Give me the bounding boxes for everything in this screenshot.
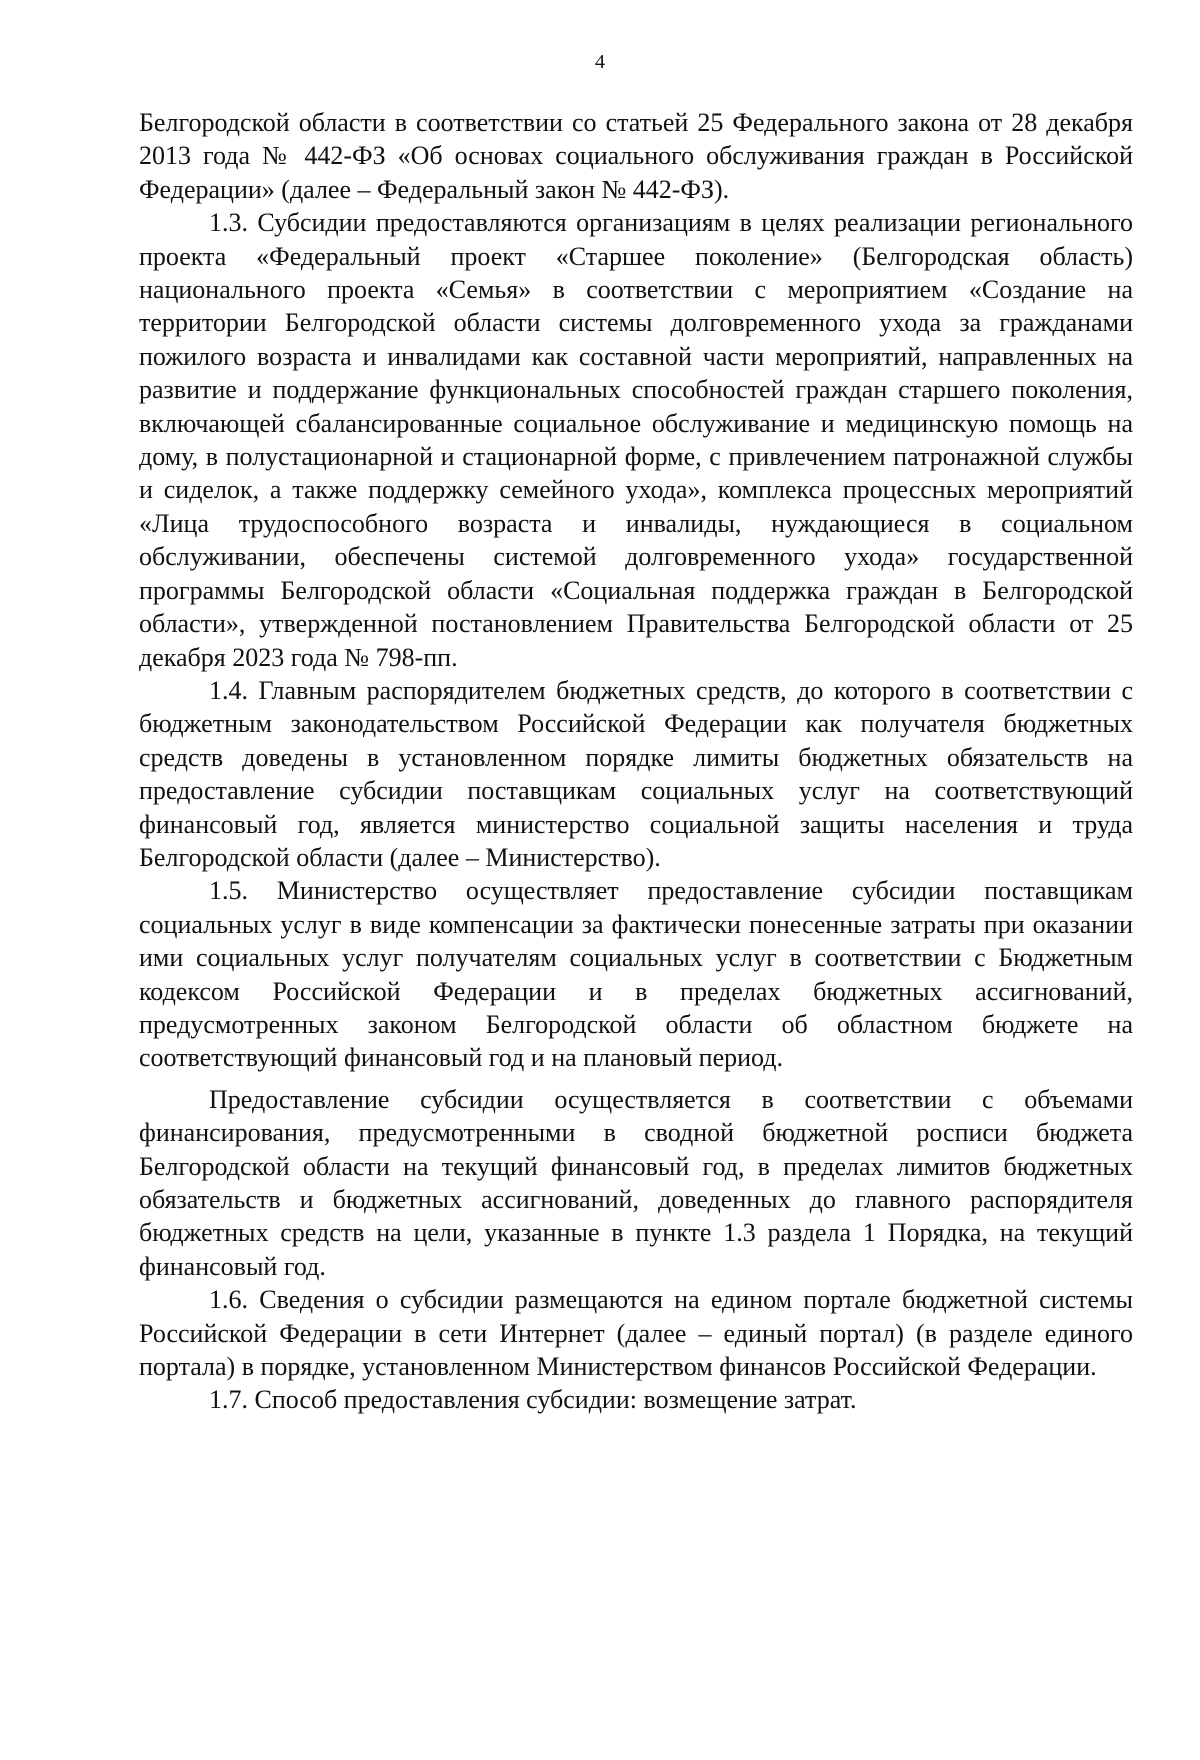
paragraph-continuation: Белгородской области в соответствии со статьей 25 Федерального закона от 28 декабря 2013 года № 442-ФЗ «Об основах социального обслуживания граждан в Российской Федерации» (далее – Федеральный закон № 442-ФЗ). [139, 108, 1133, 204]
paragraph-1-3: 1.3. Субсидии предоставляются организациям в целях реализации регионального проекта «Федеральный проект «Старшее поколение» (Белгородская область) национального проекта «Семья» в соответствии с мероприятием «Создание на территории Белгородской области системы долговременного ухода за гражданами пожилого возраста и инвалидами как составной части мероприятий, направленных на развитие и поддержание функциональных способностей граждан старшего поколения, включающей сбалансированные социальное обслуживание и медицинскую помощь на дому, в полустационарной и стационарной форме, с привлечением патронажной службы и сиделок, а также поддержку семейного ухода», комплекса процессных мероприятий «Лица трудоспособного возраста и инвалиды, нуждающиеся в социальном обслуживании, обеспечены системой долговременного ухода» государственной программы Белгородской области «Социальная поддержка граждан в Белгородской области», утвержденной постановлением Правительства Белгородской области от 25 декабря 2023 года № 798-пп. [139, 208, 1133, 672]
document-body [139, 106, 1133, 1417]
paragraph-subsidy-financing: Предоставление субсидии осуществляется в соответствии с объемами финансирования, предусмотренными в сводной бюджетной росписи бюджета Белгородской области на текущий финансовый год, в пределах лимитов бюджетных обязательств и бюджетных ассигнований, доведенных до главного распорядителя бюджетных средств на цели, указанные в пункте 1.3 раздела 1 Порядка, на текущий финансовый год. [139, 1084, 1133, 1281]
paragraph-1-4: 1.4. Главным распорядителем бюджетных средств, до которого в соответствии с бюджетным законодательством Российской Федерации как получателя бюджетных средств доведены в установленном порядке лимиты бюджетных обязательств на предоставление субсидии поставщикам социальных услуг на соответствующий финансовый год, является министерство социальной защиты населения и труда Белгородской области (далее – Министерство). [139, 675, 1133, 872]
page-number: 4 [595, 51, 605, 73]
paragraph-1-6: 1.6. Сведения о субсидии размещаются на едином портале бюджетной системы Российской Федерации в сети Интернет (далее – единый портал) (в разделе единого портала) в порядке, установленном Министерством финансов Российской Федерации. [139, 1285, 1133, 1382]
paragraph-1-5: 1.5. Министерство осуществляет предоставление субсидии поставщикам социальных услуг в виде компенсации за фактически понесенные затраты при оказании ими социальных услуг получателям социальных услуг в соответствии с Бюджетным кодексом Российской Федерации и в пределах бюджетных ассигнований, предусмотренных законом Белгородской области об областном бюджете на соответствующий финансовый год и на плановый период. [139, 876, 1133, 1073]
paragraph-1-7: 1.7. Способ предоставления субсидии: возмещение затрат. [209, 1385, 857, 1415]
